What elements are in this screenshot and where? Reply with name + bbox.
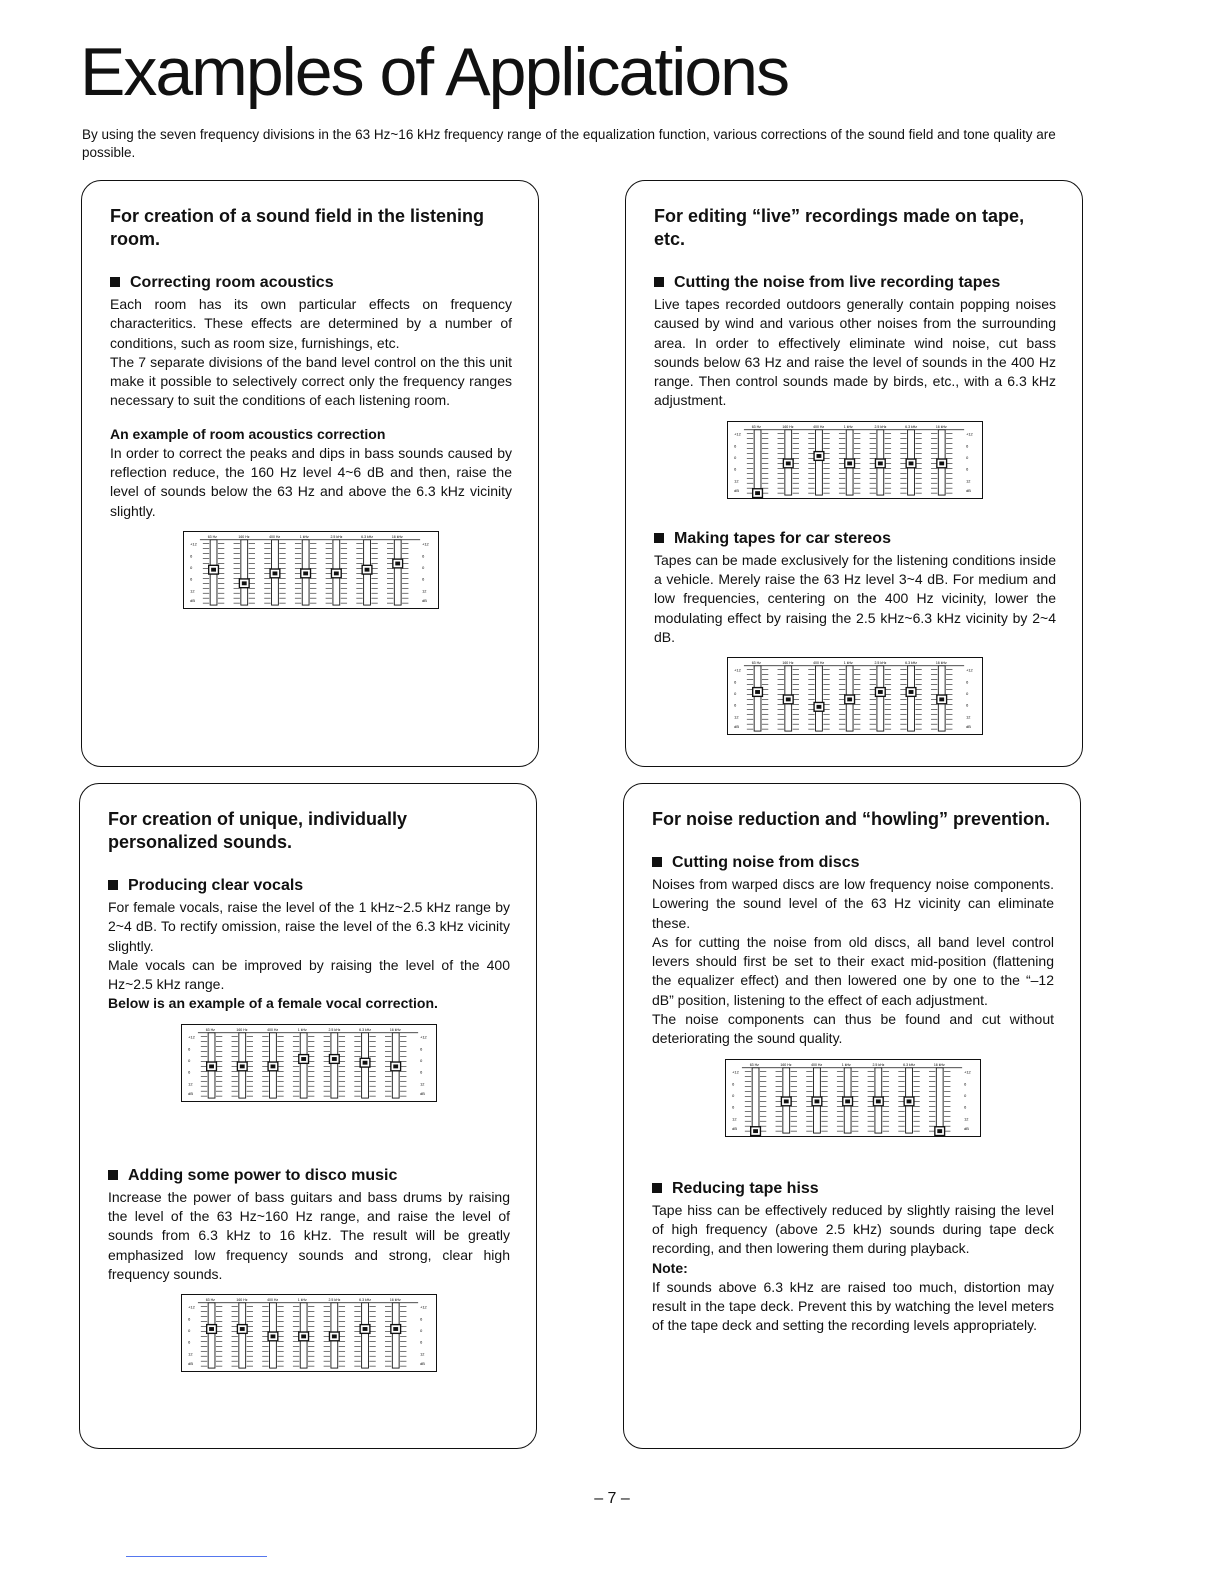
eq-scale-label: 12 — [190, 588, 195, 594]
eq-band-label: 6.3 kHz — [903, 1062, 916, 1067]
eq-band-slider — [839, 425, 860, 495]
eq-knob-center — [301, 1335, 306, 1339]
eq-knob-center — [395, 562, 400, 566]
card-noise-reduction — [623, 783, 1081, 1449]
eq-knob-center — [240, 1327, 245, 1331]
eq-band-label: 6.3 kHz — [359, 1027, 372, 1032]
eq-band-label: 16 kHz — [391, 534, 403, 539]
eq-knob-center — [847, 461, 852, 465]
eq-band-slider — [778, 661, 799, 731]
eq-knob-center — [909, 461, 914, 465]
eq-scale-label: +12 — [188, 1034, 195, 1040]
paragraph: The noise components can thus be found and cut without deteriorating the sound quality. — [652, 1011, 1054, 1047]
eq-knob-center — [365, 568, 370, 572]
eq-scale-label: 6 — [964, 1081, 967, 1087]
eq-band-label: 16 kHz — [389, 1298, 401, 1303]
paragraph: Tape hiss can be effectively reduced by slightly raising the level of high frequency (above 2.5 kHz) sounds during tape deck recording, and then lowering them during playback. — [652, 1201, 1054, 1257]
eq-knob-center — [209, 1064, 214, 1068]
eq-scale-label: 12 — [964, 1116, 969, 1122]
eq-scale-label: 6 — [420, 1046, 423, 1052]
page-title: Examples of Applications — [80, 34, 788, 110]
eq-scale-label: 6 — [420, 1316, 423, 1322]
eq-band-slider — [385, 1028, 406, 1098]
eq-knob-center — [209, 1327, 214, 1331]
eq-scale-label: 6 — [964, 1104, 967, 1110]
bullet-square-icon — [652, 1183, 662, 1193]
paragraph: Each room has its own particular effects on frequency characteritics. These effects are determined by a number of conditions, such as room size, furnishings, etc. — [110, 296, 512, 351]
eq-scale-label: 12 — [420, 1081, 425, 1087]
eq-scale-label: 12 — [734, 478, 739, 484]
eq-band-label: 6.3 kHz — [361, 534, 374, 539]
eq-scale-label: 6 — [732, 1081, 735, 1087]
eq-slot — [754, 666, 761, 731]
eq-scale-label: 0 — [966, 454, 969, 460]
eq-scale-label: 6 — [734, 466, 737, 472]
eq-knob-center — [332, 1057, 337, 1061]
eq-band-label: 160 Hz — [780, 1062, 792, 1067]
eq-scale-label: dB — [734, 724, 739, 730]
eq-band-slider — [870, 425, 891, 495]
paragraph: Live tapes recorded outdoors generally contain popping noises caused by wind and various other noises from the surrounding area. In order to effectively eliminate wind noise, cut bass sounds below 63 Hz and raise the level of sounds in the 400 Hz range. Then control sounds made by birds, etc., with a 6.3 kHz adjustment. — [654, 296, 1056, 409]
card-personalized-sounds — [79, 783, 537, 1449]
eq-band-slider — [778, 425, 799, 495]
eq-slot — [300, 1033, 307, 1098]
eq-scale-label: 6 — [734, 702, 737, 708]
eq-band-slider — [898, 1063, 919, 1133]
equalizer-diagram — [727, 657, 983, 735]
eq-band-slider — [837, 1063, 858, 1133]
eq-knob-center — [786, 461, 791, 465]
eq-band-slider — [808, 661, 829, 731]
eq-scale-label: +12 — [966, 667, 973, 673]
eq-band-slider — [356, 535, 377, 605]
eq-scale-label: +12 — [966, 431, 973, 437]
eq-band-label: 1 kHz — [297, 1027, 307, 1032]
note-label: Note: — [652, 1259, 688, 1276]
eq-knob-center — [753, 1129, 758, 1133]
eq-slot — [754, 430, 761, 495]
eq-scale-label: dB — [190, 598, 195, 604]
eq-band-slider — [354, 1028, 375, 1098]
eq-scale-label: 0 — [190, 564, 193, 570]
section-title: Cutting noise from discs — [652, 853, 1054, 873]
eq-knob-center — [755, 690, 760, 694]
eq-band-label: 400 Hz — [267, 1298, 279, 1303]
eq-band-slider — [324, 1028, 345, 1098]
eq-scale-label: dB — [420, 1361, 425, 1367]
eq-scale-label: +12 — [964, 1069, 971, 1075]
eq-scale-label: +12 — [734, 431, 741, 437]
eq-knob-center — [240, 1064, 245, 1068]
bullet-square-icon — [108, 1170, 118, 1180]
eq-knob-center — [878, 461, 883, 465]
eq-slot — [816, 666, 823, 731]
eq-band-label: 63 Hz — [751, 661, 761, 666]
eq-slot — [936, 1067, 943, 1132]
eq-knob-center — [815, 1099, 820, 1103]
eq-scale-label: dB — [732, 1125, 737, 1131]
eq-band-label: 1 kHz — [843, 424, 853, 429]
eq-scale-label: 6 — [422, 553, 425, 559]
eq-knob-center — [211, 568, 216, 572]
eq-band-label: 1 kHz — [841, 1062, 851, 1067]
eq-band-slider — [387, 535, 408, 605]
eq-band-slider — [232, 1298, 253, 1368]
eq-scale-label: 6 — [188, 1069, 191, 1075]
eq-band-label: 63 Hz — [205, 1298, 215, 1303]
paragraph: Below is an example of a female vocal correction. — [108, 995, 438, 1012]
eq-band-label: 63 Hz — [751, 424, 761, 429]
bullet-square-icon — [108, 880, 118, 890]
card-title: For creation of a sound field in the listening room. — [110, 206, 485, 249]
eq-band-slider — [747, 661, 768, 731]
eq-band-slider — [900, 661, 921, 731]
eq-band-label: 2.5 kHz — [330, 534, 343, 539]
equalizer-diagram — [181, 1024, 437, 1102]
eq-knob-center — [939, 461, 944, 465]
eq-scale-label: 0 — [188, 1328, 191, 1334]
eq-band-label: 2.5 kHz — [328, 1298, 341, 1303]
eq-slot — [394, 540, 401, 605]
eq-scale-label: +12 — [420, 1034, 427, 1040]
eq-scale-label: dB — [966, 487, 971, 493]
eq-scale-label: 6 — [966, 702, 969, 708]
eq-band-slider — [868, 1063, 889, 1133]
eq-knob-center — [878, 690, 883, 694]
eq-scale-label: 12 — [734, 714, 739, 720]
eq-scale-label: 12 — [732, 1116, 737, 1122]
eq-band-slider — [264, 535, 285, 605]
eq-band-label: 16 kHz — [933, 1062, 945, 1067]
eq-scale-label: 6 — [422, 576, 425, 582]
eq-scale-label: 0 — [422, 564, 425, 570]
eq-slot — [877, 666, 884, 731]
eq-scale-label: dB — [420, 1090, 425, 1096]
eq-band-label: 16 kHz — [389, 1027, 401, 1032]
eq-scale-label: 12 — [188, 1081, 193, 1087]
eq-knob-center — [271, 1064, 276, 1068]
eq-knob-center — [393, 1064, 398, 1068]
eq-band-slider — [808, 425, 829, 495]
eq-band-slider — [931, 661, 952, 731]
bullet-square-icon — [652, 857, 662, 867]
page-number: – 7 – — [594, 1490, 630, 1507]
eq-knob-center — [847, 698, 852, 702]
eq-band-slider — [203, 535, 224, 605]
eq-band-slider — [201, 1298, 222, 1368]
eq-scale-label: 12 — [966, 714, 971, 720]
eq-knob-center — [363, 1327, 368, 1331]
eq-knob-center — [273, 571, 278, 575]
bullet-square-icon — [110, 277, 120, 287]
eq-knob-center — [784, 1099, 789, 1103]
equalizer-svg — [182, 1295, 436, 1371]
eq-band-slider — [234, 535, 255, 605]
eq-scale-label: +12 — [188, 1304, 195, 1310]
eq-band-label: 2.5 kHz — [328, 1027, 341, 1032]
eq-band-label: 2.5 kHz — [874, 661, 887, 666]
eq-knob-center — [907, 1099, 912, 1103]
eq-knob-center — [334, 571, 339, 575]
eq-scale-label: 0 — [966, 691, 969, 697]
section-title: Producing clear vocals — [108, 876, 510, 896]
eq-knob-center — [303, 571, 308, 575]
eq-knob-center — [363, 1061, 368, 1065]
eq-scale-label: 0 — [420, 1057, 423, 1063]
eq-scale-label: 6 — [190, 553, 193, 559]
eq-scale-label: +12 — [190, 541, 197, 547]
eq-scale-label: 0 — [188, 1057, 191, 1063]
section-title: Reducing tape hiss — [652, 1179, 1054, 1199]
eq-scale-label: +12 — [420, 1304, 427, 1310]
eq-scale-label: 0 — [734, 454, 737, 460]
card-title: For editing “live” recordings made on tape, etc. — [654, 206, 1025, 249]
eq-knob-center — [271, 1335, 276, 1339]
eq-band-slider — [354, 1298, 375, 1368]
eq-band-label: 16 kHz — [935, 424, 947, 429]
eq-band-slider — [806, 1063, 827, 1133]
eq-knob-center — [786, 698, 791, 702]
eq-band-label: 1 kHz — [299, 534, 309, 539]
eq-scale-label: 6 — [966, 443, 969, 449]
section-title: Adding some power to disco music — [108, 1166, 510, 1186]
eq-knob-center — [301, 1057, 306, 1061]
equalizer-diagram — [725, 1059, 981, 1137]
equalizer-svg — [182, 1025, 436, 1101]
footer-divider — [126, 1556, 267, 1557]
section-title: Correcting room acoustics — [110, 273, 512, 293]
eq-band-label: 63 Hz — [749, 1062, 759, 1067]
eq-scale-label: 6 — [188, 1046, 191, 1052]
eq-band-label: 1 kHz — [297, 1298, 307, 1303]
eq-band-slider — [745, 1063, 766, 1136]
eq-slot — [208, 1303, 215, 1368]
eq-knob-center — [817, 705, 822, 709]
eq-band-label: 160 Hz — [782, 424, 794, 429]
eq-slot — [392, 1303, 399, 1368]
eq-scale-label: dB — [966, 724, 971, 730]
bullet-square-icon — [654, 533, 664, 543]
eq-band-label: 400 Hz — [813, 424, 825, 429]
equalizer-diagram — [183, 531, 439, 609]
eq-band-label: 160 Hz — [236, 1027, 248, 1032]
equalizer-svg — [184, 532, 438, 608]
eq-knob-center — [242, 581, 247, 585]
eq-band-slider — [262, 1298, 283, 1368]
equalizer-diagram — [727, 421, 983, 499]
equalizer-svg — [726, 1060, 980, 1136]
paragraph: Tapes can be made exclusively for the listening conditions inside a vehicle. Merely raise the 63 Hz level 3~4 dB. For medium and low frequencies, centering on the 400 Hz vicinity, lower the modulating effect by raising the 2.5 kHz~6.3 kHz vicinity by 2~4 dB. — [654, 551, 1056, 645]
eq-band-label: 2.5 kHz — [872, 1062, 885, 1067]
paragraph: Increase the power of bass guitars and bass drums by raising the level of the 63 Hz~160 Hz range, and raise the level of sounds from 6.3 kHz to 16 kHz. The result will be greatly emphasized low frequency sounds and strong, clear high frequency sounds. — [108, 1188, 510, 1282]
paragraph: If sounds above 6.3 kHz are raised too much, distortion may result in the tape deck. Prevent this by watching the level meters of the tape deck and setting the recording levels appropriately. — [652, 1278, 1054, 1334]
eq-band-label: 1 kHz — [843, 661, 853, 666]
eq-knob-center — [909, 690, 914, 694]
eq-band-label: 2.5 kHz — [874, 424, 887, 429]
eq-scale-label: 6 — [966, 466, 969, 472]
eq-slot — [331, 1033, 338, 1098]
eq-scale-label: dB — [188, 1090, 193, 1096]
eq-band-slider — [776, 1063, 797, 1133]
eq-band-slider — [293, 1298, 314, 1368]
eq-scale-label: 12 — [422, 588, 427, 594]
eq-slot — [362, 1303, 369, 1368]
eq-band-label: 160 Hz — [782, 661, 794, 666]
eq-band-label: 400 Hz — [267, 1027, 279, 1032]
eq-scale-label: dB — [422, 598, 427, 604]
card-title: For creation of unique, individually personalized sounds. — [108, 809, 408, 852]
eq-band-label: 63 Hz — [207, 534, 217, 539]
eq-scale-label: 6 — [188, 1316, 191, 1322]
eq-knob-center — [393, 1327, 398, 1331]
eq-knob-center — [845, 1099, 850, 1103]
eq-slot — [239, 1303, 246, 1368]
eq-band-slider — [385, 1298, 406, 1368]
eq-band-label: 6.3 kHz — [905, 661, 918, 666]
paragraph: Noises from warped discs are low frequency noise components. Lowering the sound level of the 63 Hz vicinity can eliminate these. — [652, 876, 1054, 931]
eq-scale-label: 0 — [732, 1092, 735, 1098]
eq-scale-label: 6 — [966, 679, 969, 685]
eq-band-slider — [324, 1298, 345, 1368]
paragraph: For female vocals, raise the level of the 1 kHz~2.5 kHz range by 2~4 dB. To rectify omission, raise the level of the 6.3 kHz vicinity slightly. — [108, 899, 510, 954]
eq-band-slider — [232, 1028, 253, 1098]
eq-band-slider — [929, 1063, 950, 1136]
eq-band-slider — [900, 425, 921, 495]
eq-band-slider — [870, 661, 891, 731]
eq-slot — [816, 430, 823, 495]
eq-band-slider — [293, 1028, 314, 1098]
eq-scale-label: 6 — [420, 1339, 423, 1345]
eq-band-slider — [326, 535, 347, 605]
eq-scale-label: dB — [188, 1361, 193, 1367]
eq-knob-center — [939, 698, 944, 702]
eq-scale-label: dB — [734, 487, 739, 493]
eq-scale-label: 0 — [964, 1092, 967, 1098]
eq-band-slider — [931, 425, 952, 495]
eq-band-label: 160 Hz — [238, 534, 250, 539]
eq-band-slider — [201, 1028, 222, 1098]
eq-knob-center — [937, 1129, 942, 1133]
eq-scale-label: 6 — [188, 1339, 191, 1345]
paragraph: The 7 separate divisions of the band level control on the this unit make it possible to selectively correct only the frequency ranges necessary to suit the conditions of each listening room. — [110, 353, 512, 409]
eq-band-label: 6.3 kHz — [359, 1298, 372, 1303]
eq-band-slider — [747, 425, 768, 498]
eq-slot — [908, 666, 915, 731]
eq-band-slider — [262, 1028, 283, 1098]
eq-scale-label: dB — [964, 1125, 969, 1131]
eq-scale-label: 12 — [420, 1351, 425, 1357]
eq-scale-label: +12 — [422, 541, 429, 547]
eq-knob-center — [876, 1099, 881, 1103]
equalizer-svg — [728, 658, 982, 734]
eq-band-slider — [295, 535, 316, 605]
paragraph: As for cutting the noise from old discs, all band level control levers should first be set to their exact mid-position (flattening the equalizer effect) and then lowered one by one to the “–12 dB” position, listening to the effect of each adjustment. — [652, 933, 1054, 1008]
eq-band-label: 400 Hz — [811, 1062, 823, 1067]
eq-scale-label: 0 — [420, 1328, 423, 1334]
eq-band-label: 160 Hz — [236, 1298, 248, 1303]
eq-scale-label: 6 — [734, 443, 737, 449]
eq-slot — [241, 540, 248, 605]
subsection-title: An example of room acoustics correction — [110, 425, 386, 442]
eq-band-label: 6.3 kHz — [905, 424, 918, 429]
eq-knob-center — [817, 454, 822, 458]
paragraph: Male vocals can be improved by raising the level of the 400 Hz~2.5 kHz range. — [108, 956, 510, 993]
bullet-square-icon — [654, 277, 664, 287]
eq-scale-label: 6 — [732, 1104, 735, 1110]
paragraph: In order to correct the peaks and dips in bass sounds caused by reflection reduce, the 160 Hz level 4~6 dB and then, raise the level of sounds below the 63 Hz and above the 6.3 kHz vicinity slightly. — [110, 444, 512, 519]
eq-scale-label: 12 — [188, 1351, 193, 1357]
card-sound-field — [81, 180, 539, 767]
eq-scale-label: 12 — [966, 478, 971, 484]
eq-scale-label: 6 — [190, 576, 193, 582]
eq-scale-label: +12 — [734, 667, 741, 673]
section-title: Making tapes for car stereos — [654, 529, 1056, 549]
eq-band-slider — [839, 661, 860, 731]
eq-band-label: 63 Hz — [205, 1027, 215, 1032]
card-title: For noise reduction and “howling” prevention. — [652, 809, 1051, 829]
eq-scale-label: +12 — [732, 1069, 739, 1075]
equalizer-svg — [728, 422, 982, 498]
eq-band-label: 400 Hz — [813, 661, 825, 666]
eq-knob-center — [332, 1335, 337, 1339]
equalizer-diagram — [181, 1294, 437, 1372]
eq-knob-center — [755, 491, 760, 495]
section-title: Cutting the noise from live recording tapes — [654, 273, 1056, 293]
eq-scale-label: 0 — [734, 691, 737, 697]
eq-band-label: 400 Hz — [269, 534, 281, 539]
eq-slot — [752, 1067, 759, 1132]
card-live-recordings — [625, 180, 1083, 767]
intro-paragraph: By using the seven frequency divisions in the 63 Hz~16 kHz frequency range of the equalization function, various corrections of the sound field and tone quality are possible. — [82, 127, 1056, 160]
eq-scale-label: 6 — [734, 679, 737, 685]
eq-scale-label: 6 — [420, 1069, 423, 1075]
eq-band-label: 16 kHz — [935, 661, 947, 666]
